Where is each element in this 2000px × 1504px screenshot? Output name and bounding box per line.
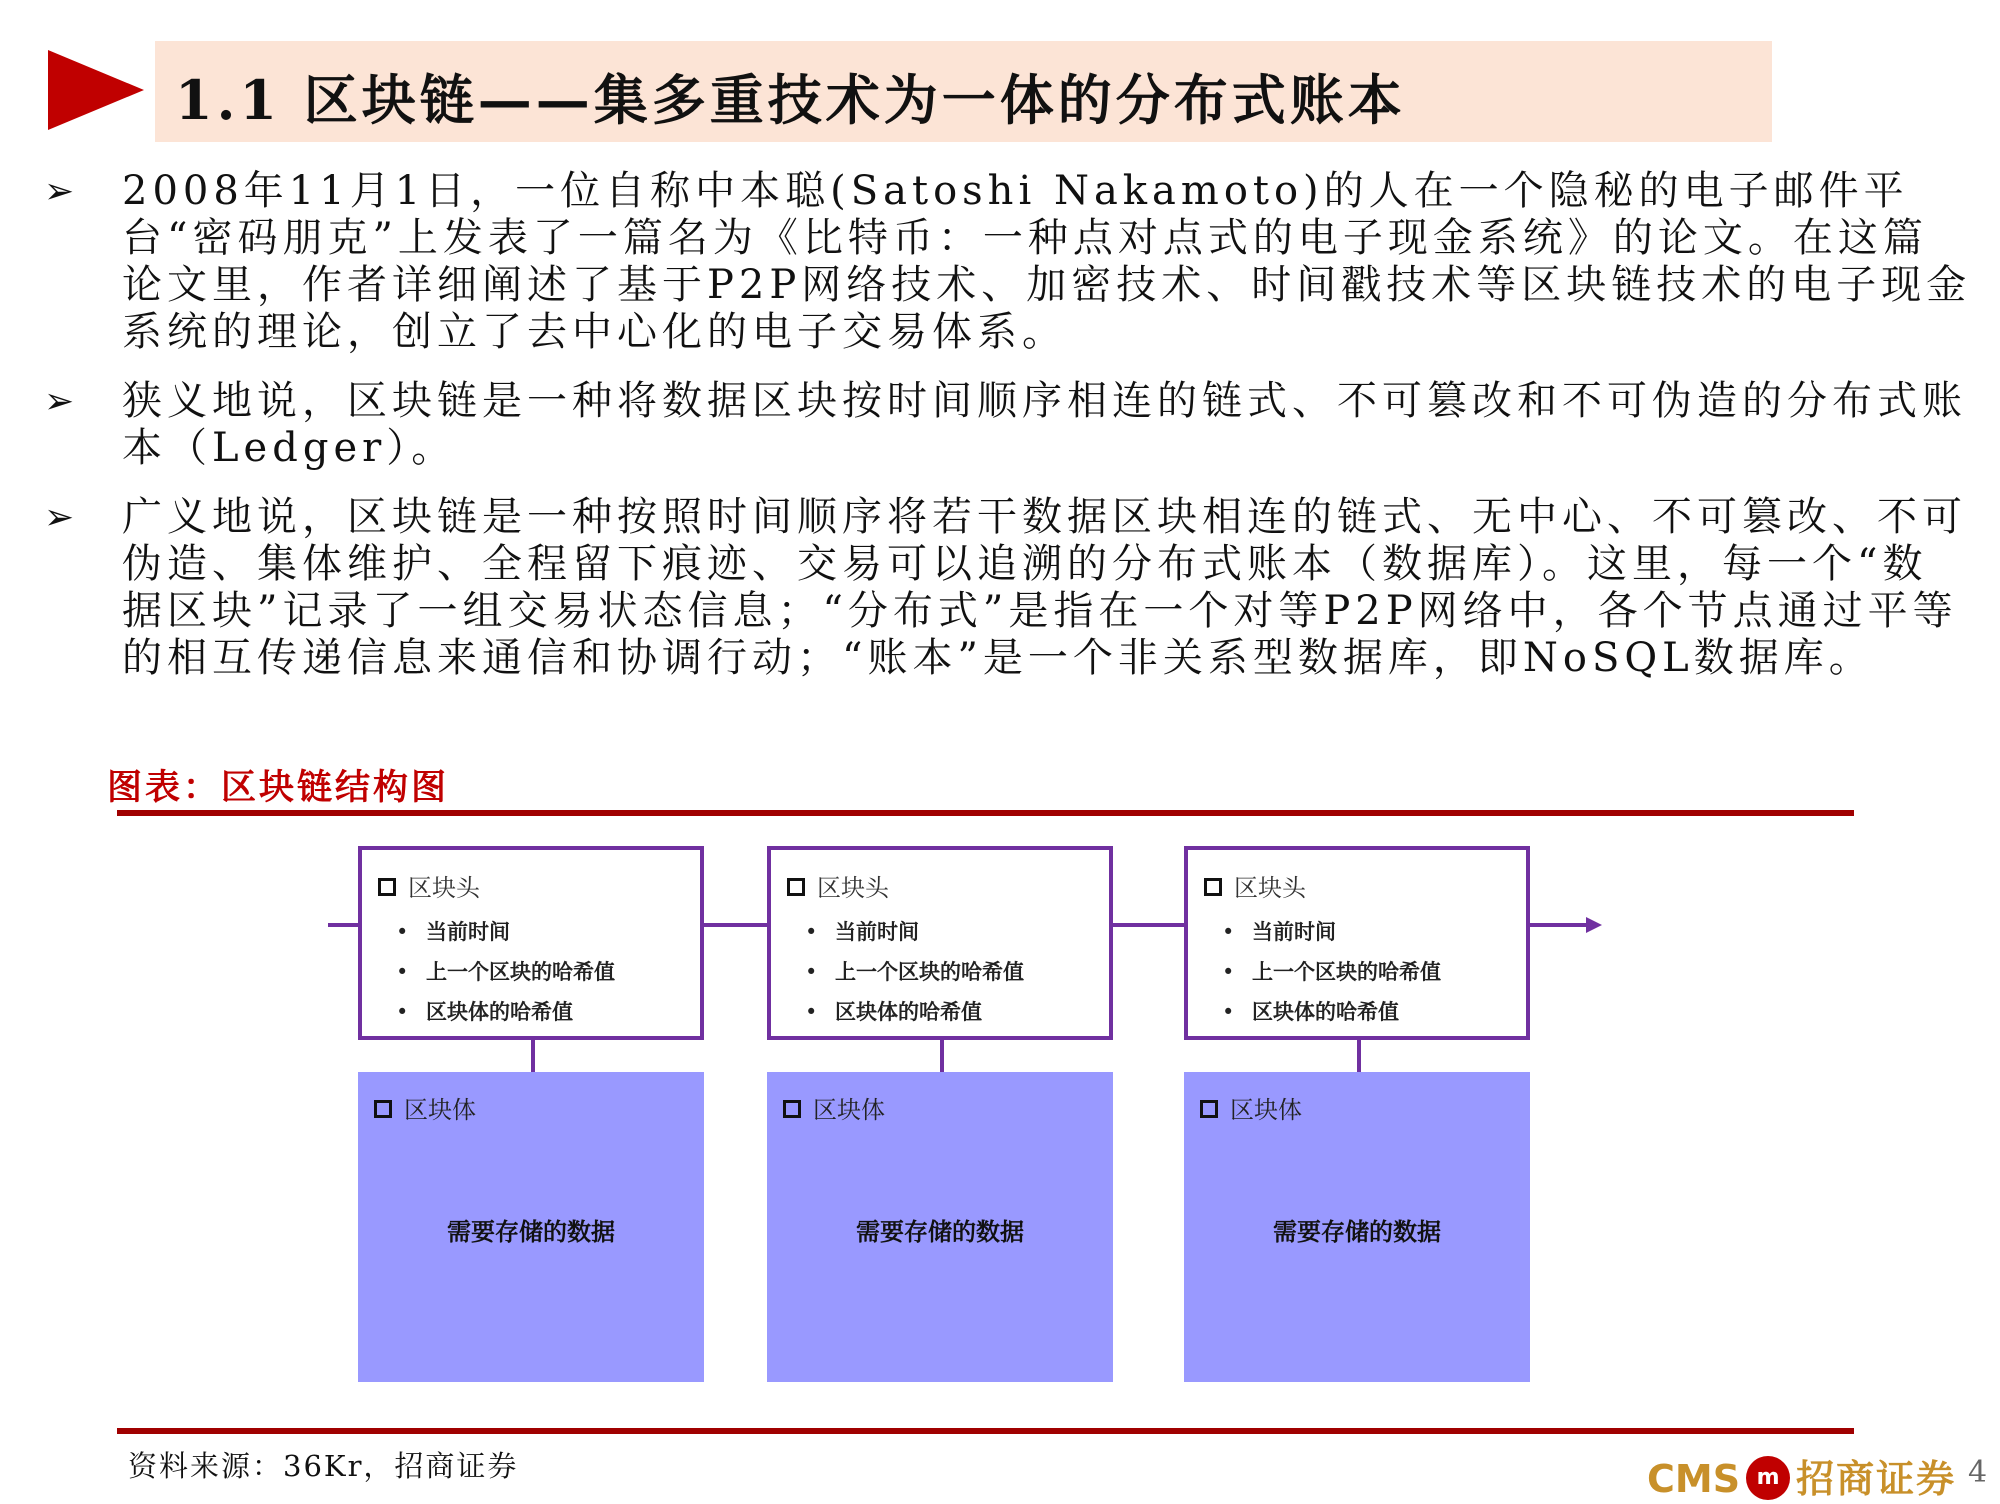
block-header-item: • 当前时间 — [1222, 912, 1441, 952]
block-body-text: 需要存储的数据 — [856, 1218, 1024, 1246]
block-body-title: 区块体 — [813, 1096, 885, 1124]
header-body-connector — [940, 1040, 944, 1072]
block-header-item: • 当前时间 — [396, 912, 615, 952]
checkbox-square-icon — [378, 878, 396, 896]
checkbox-square-icon — [783, 1100, 801, 1118]
figure-caption: 图表：区块链结构图 — [107, 767, 450, 808]
block-header-list — [805, 912, 1024, 1032]
chain-link-line — [1111, 923, 1186, 927]
bullet-item — [44, 168, 1972, 356]
bullet-item — [44, 378, 1967, 472]
block-header-title: 区块头 — [408, 874, 480, 902]
bullet-text: 2008年11月1日，一位自称中本聪(Satoshi Nakamoto)的人在一个隐秘的电子邮件平台“密码朋克”上发表了一篇名为《比特币：一种点对点式的电子现金系统》的论文。在这篇论文里，作者详细阐述了基于P2P网络技术、加密技术、时间戳技术等区块链技术的电子现金系统的理论，创立了去中心化的电子交易体系。 — [122, 168, 1972, 355]
header-body-connector — [1357, 1040, 1361, 1072]
arrow-bullet-icon: ➢ — [44, 381, 80, 422]
block-header-item: • 上一个区块的哈希值 — [805, 952, 1024, 992]
block-body-title: 区块体 — [404, 1096, 476, 1124]
block-header-item: • 上一个区块的哈希值 — [1222, 952, 1441, 992]
source-note: 资料来源：36Kr，招商证券 — [128, 1449, 519, 1483]
block-header-list — [1222, 912, 1441, 1032]
block-header-item: • 上一个区块的哈希值 — [396, 952, 615, 992]
chain-link-line — [1528, 923, 1588, 927]
block-body-text: 需要存储的数据 — [1273, 1218, 1441, 1246]
bullet-text: 广义地说，区块链是一种按照时间顺序将若干数据区块相连的链式、无中心、不可篡改、不可伪造、集体维护、全程留下痕迹、交易可以追溯的分布式账本（数据库）。这里，每一个“数据区块”记录了一组交易状态信息；“分布式”是指在一个对等P2P网络中，各个节点通过平等的相互传递信息来通信和协调行动；“账本”是一个非关系型数据库，即NoSQL数据库。 — [122, 494, 1967, 681]
block-header — [1184, 846, 1530, 1040]
block-body-text: 需要存储的数据 — [447, 1218, 615, 1246]
block-header-list — [396, 912, 615, 1032]
bullet-list — [44, 168, 1972, 704]
slide-title: 1.1 区块链——集多重技术为一体的分布式账本 — [175, 68, 1406, 132]
checkbox-square-icon — [374, 1100, 392, 1118]
header-body-connector — [531, 1040, 535, 1072]
block-body-title: 区块体 — [1230, 1096, 1302, 1124]
bullet-item — [44, 494, 1967, 682]
block-header — [767, 846, 1113, 1040]
checkbox-square-icon — [1204, 878, 1222, 896]
block-body — [1184, 1072, 1530, 1382]
block-header-item: • 区块体的哈希值 — [1222, 992, 1441, 1032]
checkbox-square-icon — [1200, 1100, 1218, 1118]
block-header-title: 区块头 — [817, 874, 889, 902]
arrow-bullet-icon: ➢ — [44, 497, 80, 538]
figure-bottom-rule — [117, 1428, 1854, 1434]
logo-chinese: 招商证券 — [1796, 1456, 1957, 1501]
title-arrow-icon — [48, 50, 144, 130]
checkbox-square-icon — [787, 878, 805, 896]
block-body — [358, 1072, 704, 1382]
chain-arrow-icon — [1586, 917, 1602, 933]
chain-link-line — [328, 923, 360, 927]
arrow-bullet-icon: ➢ — [44, 171, 80, 212]
block-header-item: • 区块体的哈希值 — [396, 992, 615, 1032]
bullet-text: 狭义地说，区块链是一种将数据区块按时间顺序相连的链式、不可篡改和不可伪造的分布式账本（Ledger）。 — [122, 378, 1967, 471]
block-header-item: • 区块体的哈希值 — [805, 992, 1024, 1032]
page-number: 4 — [1968, 1455, 1988, 1490]
chain-link-line — [702, 923, 769, 927]
block-header-title: 区块头 — [1234, 874, 1306, 902]
block-body — [767, 1072, 1113, 1382]
block-header — [358, 846, 704, 1040]
block-header-item: • 当前时间 — [805, 912, 1024, 952]
logo-latin: CMS — [1647, 1457, 1741, 1501]
cms-logo — [1647, 1448, 1956, 1504]
figure-top-rule — [117, 810, 1854, 816]
cms-emblem-icon: m — [1746, 1456, 1790, 1500]
